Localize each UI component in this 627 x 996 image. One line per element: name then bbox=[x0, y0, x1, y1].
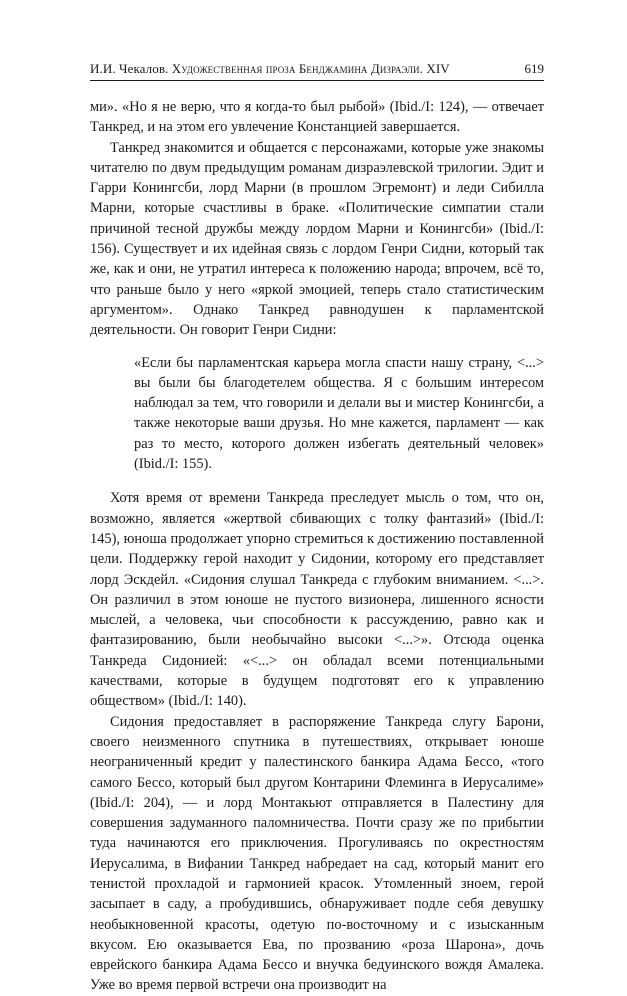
paragraph: Танкред знакомится и общается с персонажами, которые уже знакомы читателю по двум предыдущим романам дизраэлевской трилогии. Эдит и Гарри Конингсби, лорд Марни (в прошлом Эгремонт) и леди Сибилла Марни, которые счастливы в браке. «Политические симпатии стали причиной тесной дружбы между лордом Марни и Конингсби» (Ibid./I: 156). Существует и их идейная связь с лордом Генри Сидни, который так же, как и они, не утратил интереса к положению народа; впрочем, всё то, что раньше было у него «яркой эмоцией, теперь стало статистическим аргументом». Однако Танкред равнодушен к парламентской деятельности. Он говорит Генри Сидни: bbox=[90, 139, 544, 339]
paragraph-continued: ми». «Но я не верю, что я когда-то был рыбой» (Ibid./I: 124), — отвечает Танкред, и на этом его увлечение Констанцией завершается. bbox=[90, 99, 544, 136]
body-text bbox=[90, 97, 544, 996]
paragraph: Сидония предоставляет в распоряжение Танкреда слугу Барони, своего неизменного спутника в путешествиях, открывает юноше неограниченный кредит у палестинского банкира Адама Бессо, «того самого Бессо, который был другом Контарини Флеминга в Иерусалиме» (Ibid./I: 204), — и лорд Монтакьют отправляется в Палестину для совершения задуманного паломничества. Почти сразу же по прибытии туда начинаются его приключения. Прогуливаясь по окрестностям Иерусалима, в Вифании Танкред набредает на сад, который манит его тенистой прохладой и гармонией красок. Утомленный зноем, герой засыпает в саду, а пробудившись, обнаруживает подле себя девушку необыкновенной красоты, одетую по-восточному и с изысканным вкусом. Ею оказывается Ева, по прозванию «роза Шарона», дочь еврейского банкира Адама Бессо и внучка бедуинского вождя Амалека. Уже во время первой встречи она производит на bbox=[90, 713, 544, 994]
header-author: И.И. Чекалов. bbox=[90, 61, 169, 76]
header-title: Художественная проза Бенджамина Дизраэли. XIV bbox=[171, 61, 450, 76]
running-header bbox=[90, 56, 544, 81]
block-quote: «Если бы парламентская карьера могла спасти нашу страну, <...> вы были бы благодетелем общества. Я с большим интересом наблюдал за тем, что говорили и делали вы и мистер Конингсби, а также некоторые ваши друзья. Но мне кажется, парламент — как раз то место, которого должен избегать деятельный человек» (Ibid./I: 155). bbox=[134, 354, 544, 473]
paragraph: Хотя время от времени Танкреда преследует мысль о том, что он, возможно, является «жертвой сбивающих с толку фантазий» (Ibid./I: 145), юноша продолжает упорно стремиться к достижению поставленной цели. Поддержку герой находит у Сидонии, которому его представляет лорд Эскдейл. «Сидония слушал Танкреда с глубоким вниманием. <...>. Он различил в этом юноше не пустого визионера, лишенного ясности мыслей, а человека, чьи способности к рассуждению, равно как и фантазированию, были необычайно высоки <...>». Отсюда оценка Танкреда Сидонией: «<...> он обладал всеми потенциальными качествами, которые в будущем подготовят его к управлению обществом» (Ibid./I: 140). bbox=[90, 490, 544, 710]
running-title bbox=[90, 59, 450, 79]
page-number: 619 bbox=[524, 61, 544, 76]
